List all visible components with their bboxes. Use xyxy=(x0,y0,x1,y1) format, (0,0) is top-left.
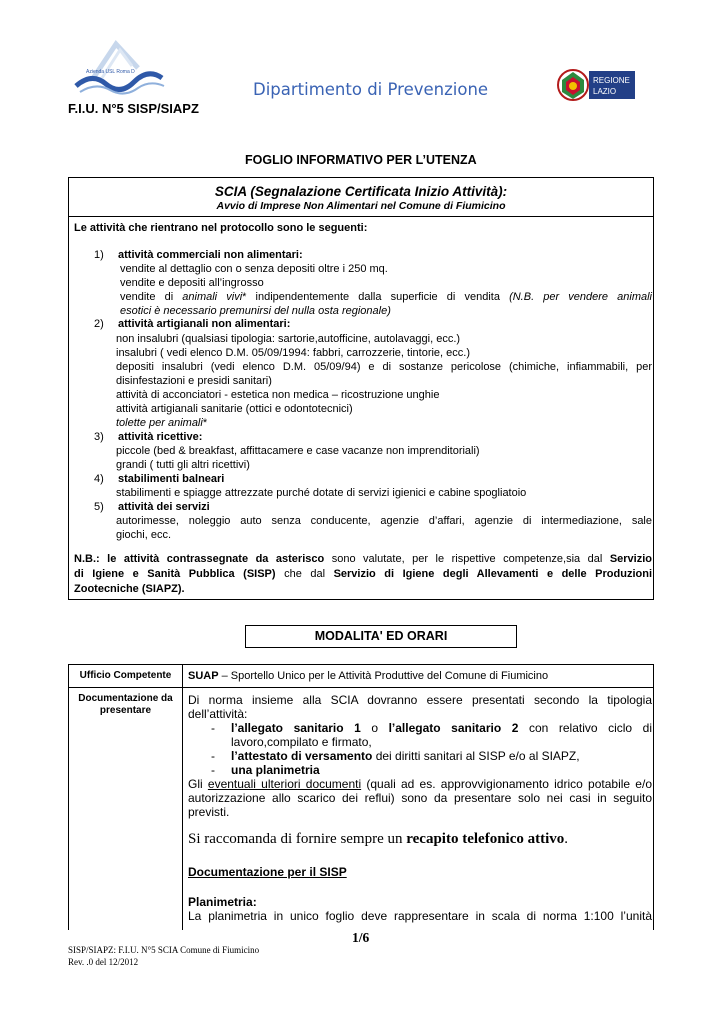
nb-line: Zootecniche (SIAPZ). xyxy=(74,583,185,595)
doc-paragraph: dell’attività: xyxy=(188,707,248,721)
bullet-dash: - xyxy=(211,721,215,735)
section-heading: MODALITA' ED ORARI xyxy=(245,625,517,648)
region-logo-line2: LAZIO xyxy=(593,87,617,96)
planimetria-heading: Planimetria: xyxy=(188,895,257,909)
page-number: 1/6 xyxy=(352,930,370,945)
bullet-dash: - xyxy=(211,763,215,777)
activities-box-header xyxy=(69,178,653,217)
row-label-line: presentare xyxy=(99,705,152,716)
item-2-line: disinfestazioni e presidi sanitari) xyxy=(116,375,272,387)
page-title: FOGLIO INFORMATIVO PER L’UTENZA xyxy=(245,153,477,167)
text-fragment: sono valutate, per le rispettive competenze,sia dal xyxy=(324,553,610,565)
item-2-heading: attività artigianali non alimentari: xyxy=(118,318,291,330)
table-divider xyxy=(182,665,183,930)
text-fragment: di Igiene e Sanità Pubblica (SISP) xyxy=(74,568,276,580)
text-fragment: recapito telefonico attivo xyxy=(406,831,565,847)
text-fragment: che dal xyxy=(275,568,334,580)
text-fragment: (quali ad es. approvvigionamento idrico potabile e/o xyxy=(361,777,652,791)
item-2-line xyxy=(116,417,207,430)
item-1-line xyxy=(120,291,652,304)
region-logo-line1: REGIONE xyxy=(593,76,630,85)
nb-line xyxy=(74,568,652,581)
bullet-dash: - xyxy=(211,749,215,763)
doc-paragraph: autorizzazione allo scarico dei reflui) sono da presentare solo nei casi in seguito xyxy=(188,791,652,805)
text-fragment: SUAP xyxy=(188,670,219,682)
bullet-item: una planimetria xyxy=(231,763,320,777)
item-1-line: esotici è necessario premunirsi del nulla osta regionale) xyxy=(120,305,391,317)
planimetria-text: La planimetria in unico foglio deve rappresentare in scala di norma 1:100 l’unità xyxy=(188,909,652,923)
text-fragment: l’attestato di versamento xyxy=(231,749,373,763)
text-fragment: N.B.: le attività contrassegnate da asterisco xyxy=(74,553,325,565)
text-fragment: tolette per animali xyxy=(116,417,203,429)
footer-line: Rev. .0 del 12/2012 xyxy=(68,957,139,967)
item-5-number: 5) xyxy=(94,501,104,513)
row-label-documentazione xyxy=(69,693,182,717)
text-fragment: Gli xyxy=(188,777,208,791)
phone-recommendation xyxy=(188,831,568,848)
doc-paragraph: previsti. xyxy=(188,805,230,819)
item-5-line: autorimesse, noleggio auto senza conducente, agenzie d’affari, agenzie di intermediazione, sale xyxy=(116,515,652,527)
ufficio-value xyxy=(188,670,548,683)
text-fragment: * xyxy=(202,417,208,429)
item-2-line: depositi insalubri (vedi elenco D.M. 05/09/94) e di sostanze pericolose (chimiche, infiammabili, per xyxy=(116,361,652,373)
asl-logo-text: Azienda USL Roma D xyxy=(86,69,135,75)
item-3-heading: attività ricettive: xyxy=(118,431,203,443)
row-label-ufficio: Ufficio Competente xyxy=(79,670,172,681)
item-4-line: stabilimenti e spiagge attrezzate purché dotate di servizi igienici e cabine spogliatoio xyxy=(116,487,527,499)
text-fragment: vendite di xyxy=(120,291,183,303)
item-4-heading: stabilimenti balneari xyxy=(118,473,225,485)
item-4-number: 4) xyxy=(94,473,104,485)
item-2-number: 2) xyxy=(94,318,104,330)
item-3-line: piccole (bed & breakfast, affittacamere e case vacanze non imprenditoriali) xyxy=(116,445,480,457)
sisp-doc-heading: Documentazione per il SISP xyxy=(188,865,347,879)
item-3-number: 3) xyxy=(94,431,104,443)
item-5-heading: attività dei servizi xyxy=(118,501,210,513)
activities-box xyxy=(68,177,654,600)
document-code: F.I.U. N°5 SISP/SIAPZ xyxy=(68,101,199,116)
item-1-number: 1) xyxy=(94,249,104,261)
regione-lazio-logo xyxy=(556,68,636,102)
item-3-line: grandi ( tutti gli altri ricettivi) xyxy=(116,459,250,471)
item-2-line: non insalubri (qualsiasi tipologia: sartorie,autofficine, autolavaggi, ecc.) xyxy=(116,333,461,345)
text-fragment: Servizio di Igiene degli Allevamenti e delle Produzioni xyxy=(333,568,652,580)
text-fragment: – Sportello Unico per le Attività Produttive del Comune di Fiumicino xyxy=(218,670,549,682)
nb-line xyxy=(74,553,652,566)
item-1-line: vendite e depositi all’ingrosso xyxy=(120,277,264,289)
item-1-line: vendite al dettaglio con o senza depositi oltre i 250 mq. xyxy=(120,263,388,275)
activities-intro: Le attività che rientrano nel protocollo sono le seguenti: xyxy=(74,222,368,234)
text-fragment: dei diritti sanitari al SISP e/o al SIAPZ, xyxy=(372,749,580,763)
asl-logo xyxy=(72,38,168,98)
text-fragment: * indipendentemente dalla superficie di vendita xyxy=(242,291,510,303)
department-title: Dipartimento di Prevenzione xyxy=(253,80,489,99)
text-fragment: Servizio xyxy=(609,553,652,565)
row-label-line: Documentazione da xyxy=(78,693,173,704)
scia-heading: SCIA (Segnalazione Certificata Inizio Attività): xyxy=(214,184,508,199)
item-2-line: attività di acconciatori - estetica non medica – ricostruzione unghie xyxy=(116,389,440,401)
modalita-table xyxy=(68,664,654,930)
text-fragment: l’allegato sanitario 1 xyxy=(231,721,361,735)
text-fragment: con relativo ciclo di xyxy=(518,721,652,735)
text-fragment: (N.B. per vendere animali xyxy=(509,291,652,303)
text-fragment: o xyxy=(360,721,389,735)
text-fragment: l’allegato sanitario 2 xyxy=(388,721,519,735)
text-fragment: eventuali ulteriori documenti xyxy=(207,777,362,791)
bullet-item: lavoro,compilato e firmato, xyxy=(231,735,372,749)
item-2-line: attività artigianali sanitarie (ottici e odontotecnici) xyxy=(116,403,353,415)
footer xyxy=(68,944,259,968)
text-fragment: Si raccomanda di fornire sempre un xyxy=(188,831,407,847)
footer-line: SISP/SIAPZ: F.I.U. N°5 SCIA Comune di Fiumicino xyxy=(68,945,260,955)
item-2-line: insalubri ( vedi elenco D.M. 05/09/1994: fabbri, carrozzerie, tintorie, ecc.) xyxy=(116,347,470,359)
bullet-item xyxy=(231,749,580,763)
text-fragment: . xyxy=(564,831,569,847)
doc-paragraph xyxy=(188,777,652,791)
item-1-heading: attività commerciali non alimentari: xyxy=(118,249,303,261)
bullet-item xyxy=(231,721,652,735)
doc-paragraph: Di norma insieme alla SCIA dovranno essere presentati secondo la tipologia xyxy=(188,693,652,707)
item-5-line: giochi, ecc. xyxy=(116,529,172,541)
table-divider xyxy=(69,687,653,688)
text-fragment: animali vivi xyxy=(182,291,243,303)
scia-subheading: Avvio di Imprese Non Alimentari nel Comune di Fiumicino xyxy=(216,200,506,212)
